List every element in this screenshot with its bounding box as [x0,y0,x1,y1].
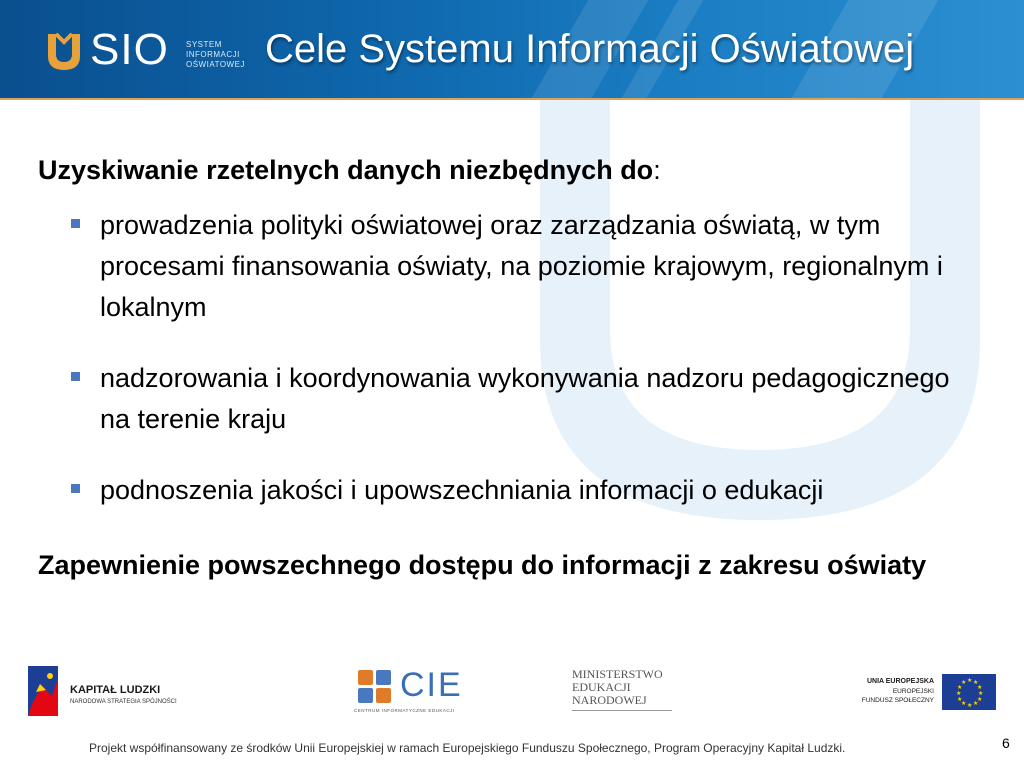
logo-text: SIO [90,25,169,74]
bullet-text: podnoszenia jakości i upowszechniania informacji o edukacji [100,475,824,505]
slide-title: Cele Systemu Informacji Oświatowej [265,27,915,71]
square-bullet-icon [71,219,80,228]
svg-text:★: ★ [973,679,979,686]
heading-data [38,150,978,191]
logo-subtitle: SYSTEM INFORMACJI OŚWIATOWEJ [186,40,245,69]
cie-subtitle: CENTRUM INFORMATYCZNE EDUKACJI [354,708,455,713]
svg-text:★: ★ [957,684,963,691]
kapital-title: KAPITAŁ LUDZKI [70,684,161,696]
bullet-list [38,205,978,511]
men-logo [572,668,682,718]
eu-line-2: EUROPEJSKI [892,688,934,695]
header-divider [0,98,1024,100]
slide-content [38,150,978,586]
svg-text:★: ★ [978,690,984,697]
svg-text:★: ★ [973,700,979,707]
list-item [38,358,978,440]
svg-text:★: ★ [967,677,973,684]
list-item [38,470,978,511]
svg-text:★: ★ [956,690,962,697]
svg-text:★: ★ [977,684,983,691]
header-bar [0,0,1024,98]
bullet-text: nadzorowania i koordynowania wykonywania nadzoru pedagogicznego na terenie kraju [100,363,950,434]
svg-text:★: ★ [961,679,967,686]
men-line-2: EDUKACJI [572,680,631,694]
heading-colon: : [653,155,661,185]
cie-logo [352,668,487,718]
heading-access: Zapewnienie powszechnego dostępu do informacji z zakresu oświaty [38,550,927,580]
svg-text:★: ★ [957,696,963,703]
svg-text:★: ★ [961,700,967,707]
square-bullet-icon [71,484,80,493]
eu-line-3: FUNDUSZ SPOŁECZNY [861,697,934,704]
men-line-3: NARODOWEJ [572,693,647,707]
sio-logo-icon [46,30,82,74]
footer-note: Projekt współfinansowany ze środków Unii Europejskiej w ramach Europejskiego Funduszu Społecznego, Program Operacyjny Kapitał Ludzki. [89,741,846,755]
svg-text:★: ★ [977,696,983,703]
square-bullet-icon [71,372,80,381]
heading-data-text: Uzyskiwanie rzetelnych danych niezbędnych do [38,155,654,185]
eu-line-1: UNIA EUROPEJSKA [866,678,934,685]
men-line-1: MINISTERSTWO [572,667,663,681]
cie-text: CIE [400,666,463,704]
bullet-text: prowadzenia polityki oświatowej oraz zarządzania oświatą, w tym procesami finansowania oświaty, na poziomie krajowym, regionalnym i lokalnym [100,210,943,322]
kapital-ludzki-logo [28,666,198,716]
svg-text:★: ★ [967,702,973,709]
page-number: 6 [1002,735,1010,751]
footer-logos [0,660,1024,720]
kapital-subtitle: NARODOWA STRATEGIA SPÓJNOŚCI [70,699,177,705]
eu-logo [860,674,1000,714]
list-item [38,205,978,328]
eu-flag-icon [942,674,996,710]
